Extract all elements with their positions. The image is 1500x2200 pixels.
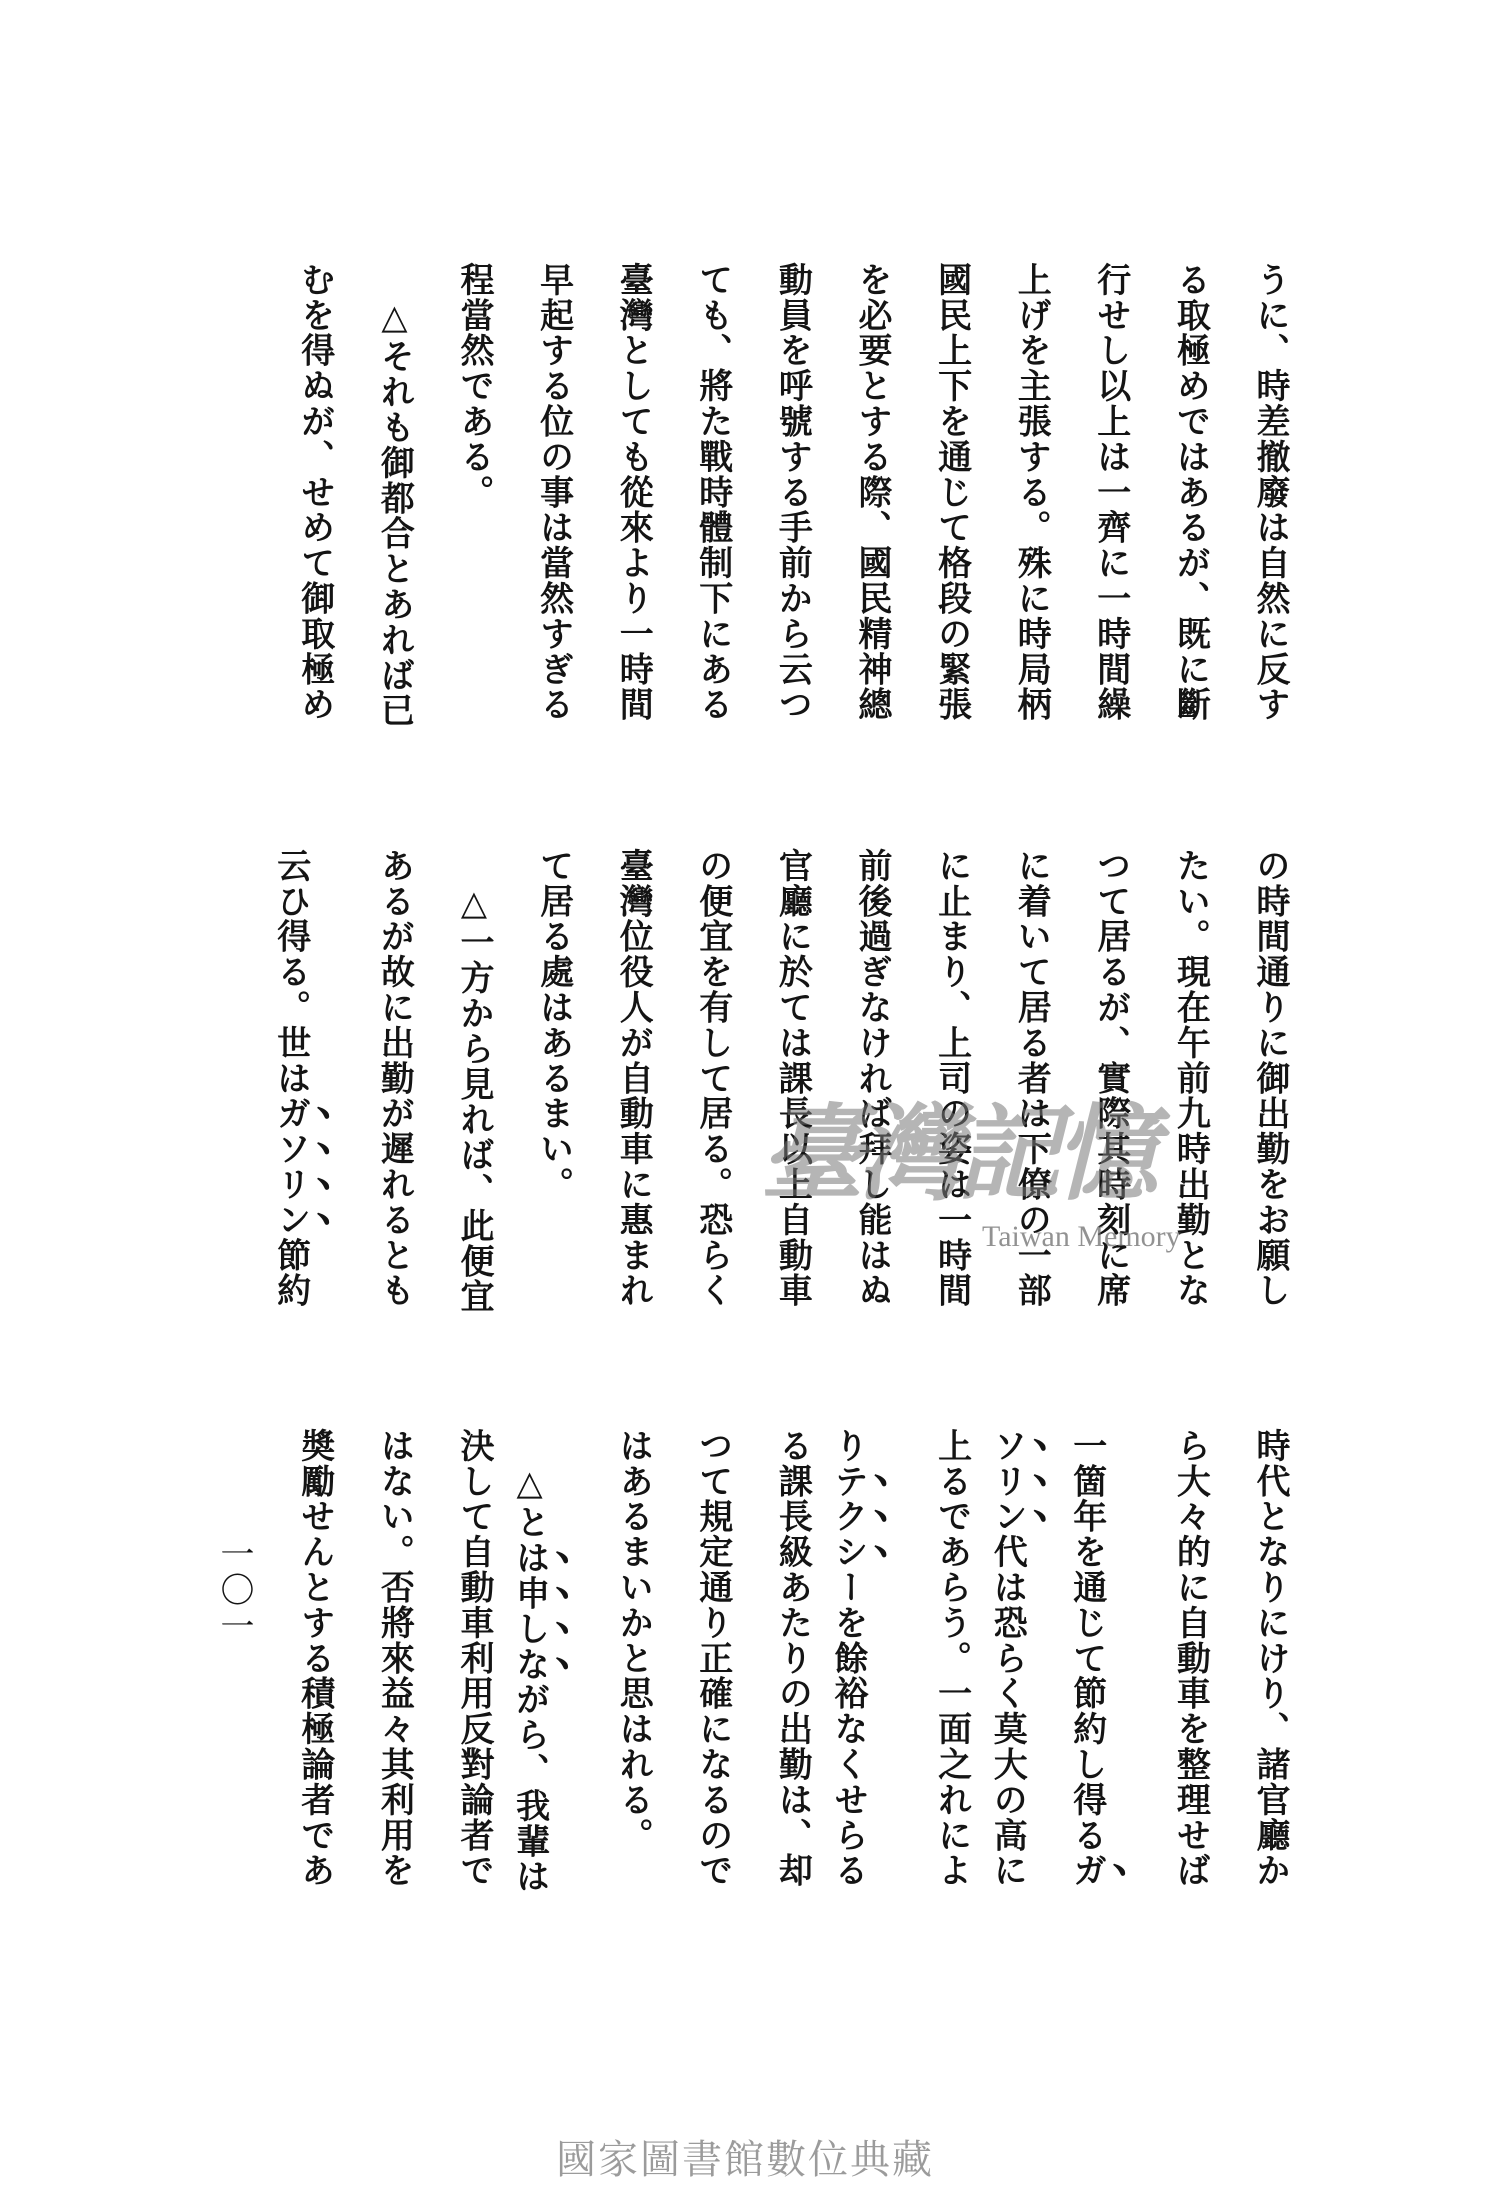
text-column: に着いて居る者は下僚の一部: [1011, 848, 1052, 1309]
text-column: つて居るが、實際其時刻に席: [1090, 848, 1131, 1309]
text-column: △一方から見れば、此便宜: [454, 848, 494, 1315]
text-column: ても、將た戰時體制下にある: [692, 262, 733, 723]
text-column: はない。否將來益々其利用を: [374, 1428, 415, 1889]
page-number: 一〇一: [214, 1536, 254, 1644]
text-column: 決して自動車利用反對論者で: [454, 1428, 494, 1889]
text-column: 動員を呼號する手前から云つ: [772, 262, 813, 723]
text-column: 臺灣位役人が自動車に惠まれ: [613, 848, 654, 1309]
text-column: ソリン代は恐らく莫大の高に: [987, 1428, 1028, 1889]
text-column: に止まり、上司の姿は一時間: [931, 848, 972, 1309]
text-column: る課長級あたりの出勤は、却: [772, 1428, 813, 1889]
text-column: 前後過ぎなければ拜し能はぬ: [852, 848, 892, 1309]
emphasis-marks: ソリン: [987, 1428, 1028, 1535]
text-column: 國民上下を通じて格段の緊張: [931, 262, 972, 723]
text-column: あるが故に出勤が遲れるとも: [374, 848, 415, 1309]
text-column: 上るであらう。一面之れによ: [931, 1428, 972, 1889]
text-column: 行せし以上は一齊に一時間繰: [1090, 262, 1131, 723]
emphasis-marks: ガ: [1066, 1852, 1107, 1889]
text-column: はあるまいかと思はれる。: [613, 1428, 654, 1853]
text-column: の時間通りに御出勤をお願し: [1250, 848, 1290, 1309]
text-column: △とは申しながら、我輩は: [509, 1428, 550, 1895]
text-column: うに、時差撤廢は自然に反す: [1250, 262, 1290, 723]
text-column: 臺灣としても從來より一時間: [613, 262, 654, 723]
watermark-english: Taiwan Memory: [982, 1220, 1181, 1253]
text-column: つて規定通り正確になるので: [692, 1428, 733, 1889]
text-column: たい。現在午前九時出勤とな: [1170, 848, 1211, 1309]
watermark-calligraphy: 臺灣記憶: [760, 1092, 1153, 1215]
text-column: を必要とする際、國民精神總: [852, 262, 892, 723]
text-column: むを得ぬが、せめて御取極め: [294, 262, 335, 723]
emphasis-marks: ガソリン: [270, 1095, 311, 1238]
watermark-logo: [760, 1070, 1200, 1270]
text-column: て居る處はあるまい。: [533, 848, 574, 1202]
emphasis-marks: は申しな: [509, 1540, 550, 1682]
text-column: 程當然である。: [454, 262, 494, 510]
text-column: 奬勵せんとする積極論者であ: [294, 1428, 335, 1889]
text-column: ら大々的に自動車を整理せば: [1170, 1428, 1211, 1889]
text-column: 云ひ得る。世はガソリン節約: [270, 848, 311, 1309]
text-column: 官廳に於ては課長以上自動車: [772, 848, 813, 1309]
text-column: 上げを主張する。殊に時局柄: [1011, 262, 1052, 723]
text-column: 時代となりにけり、諸官廳か: [1250, 1428, 1290, 1889]
text-column: る取極めではあるが、既に斷: [1170, 262, 1211, 723]
text-column: の便宜を有して居る。恐らく: [692, 848, 733, 1309]
text-column: りテクシーを餘裕なくせらる: [828, 1428, 868, 1889]
text-column: 早起する位の事は當然すぎる: [533, 262, 574, 723]
text-column: △それも御都合とあれば已: [374, 262, 415, 729]
emphasis-marks: テクシ: [828, 1463, 868, 1570]
footer-source-label: 國家圖書館數位典藏: [556, 2137, 934, 2183]
text-column: 一箇年を通じて節約し得るガ: [1066, 1428, 1107, 1889]
